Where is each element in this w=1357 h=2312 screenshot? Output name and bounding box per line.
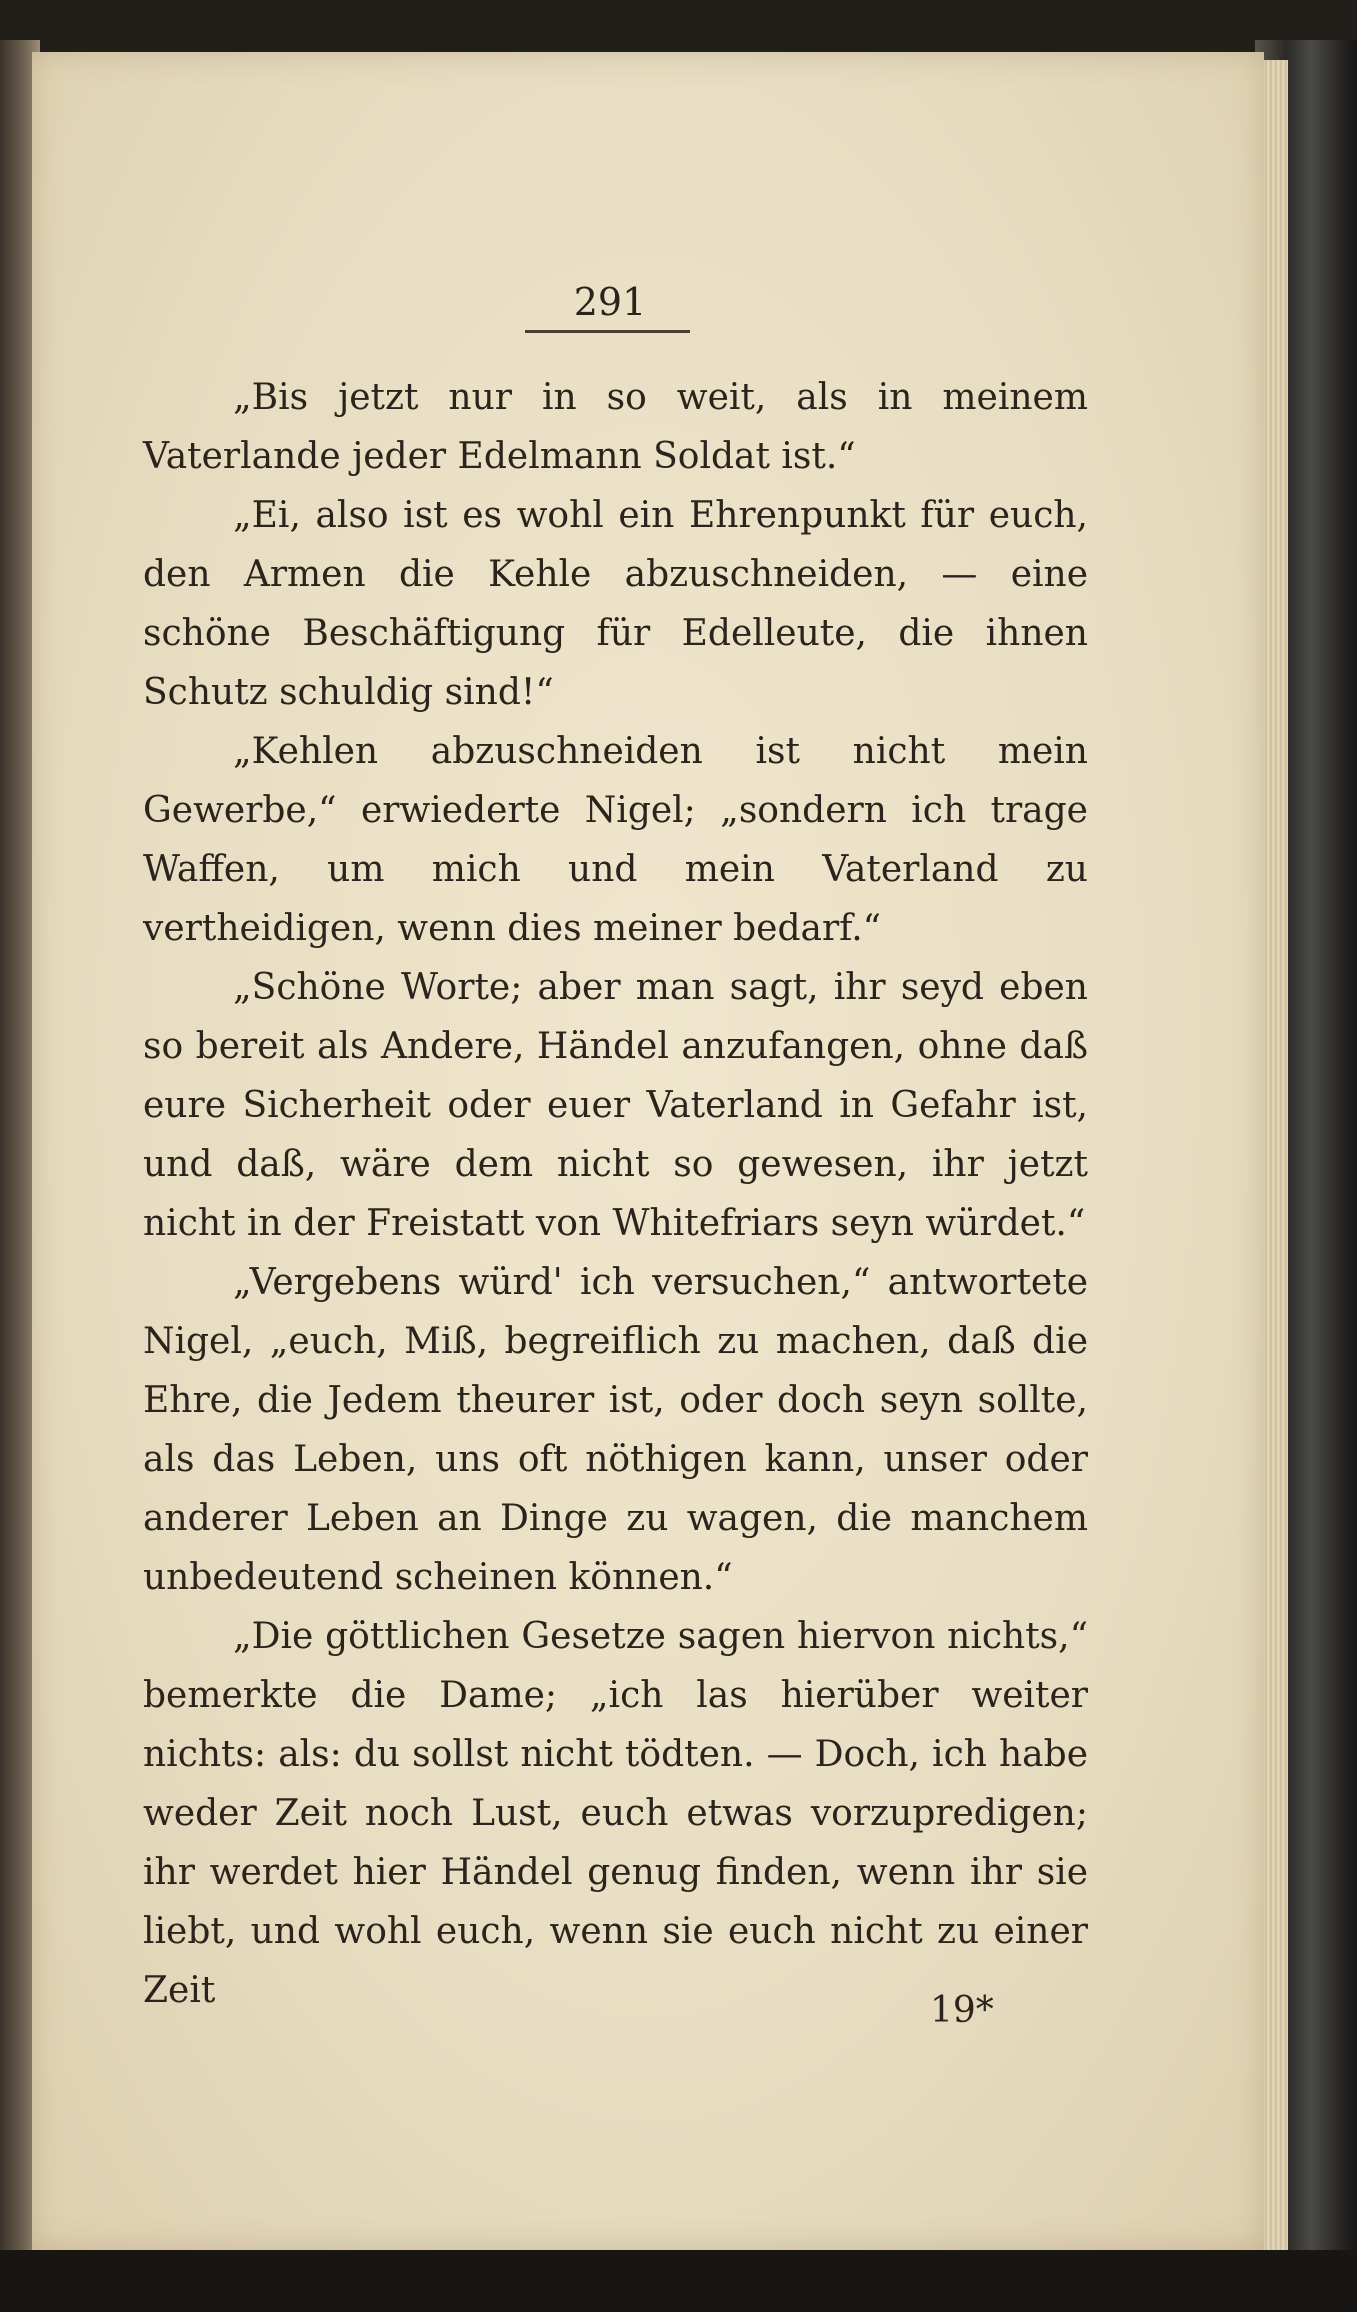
paragraph-2: „Ei, also ist es wohl ein Ehrenpunkt für euch, den Armen die Kehle abzuschneiden, — eine schöne Beschäftigung für Edelleute, die ihnen Schutz schuldig sind!“ <box>143 495 1088 713</box>
paragraph-1: „Bis jetzt nur in so weit, als in meinem Vaterlande jeder Edelmann Soldat ist.“ <box>143 377 1088 477</box>
paragraph-6: „Die göttlichen Gesetze sagen hiervon nichts,“ bemerkte die Dame; „ich las hierüber weiter nichts: als: du sollst nicht tödten. — Doch, ich habe weder Zeit noch Lust, euch etwas vorzupredigen; ihr werdet hier Händel genug finden, wenn ihr sie liebt, und wohl euch, wenn sie euch nicht zu einer Zeit <box>143 1616 1088 2011</box>
body-text <box>143 368 1088 2020</box>
page-number: 291 <box>573 280 647 324</box>
signature-mark: 19* <box>930 1990 994 2031</box>
paragraph-3: „Kehlen abzuschneiden ist nicht mein Gewerbe,“ erwiederte Nigel; „sondern ich trage Waffen, um mich und mein Vaterland zu vertheidigen, wenn dies meiner bedarf.“ <box>143 731 1088 949</box>
paragraph-5: „Vergebens würd' ich versuchen,“ antwortete Nigel, „euch, Miß, begreiflich zu machen, daß die Ehre, die Jedem theurer ist, oder doch seyn sollte, als das Leben, uns oft nöthigen kann, unser oder anderer Leben an Dinge zu wagen, die manchem unbedeutend scheinen können.“ <box>143 1262 1088 1598</box>
scan-bottom-edge <box>0 2250 1357 2312</box>
page-number-rule <box>525 330 690 333</box>
paragraph-4: „Schöne Worte; aber man sagt, ihr seyd eben so bereit als Andere, Händel anzufangen, ohne daß eure Sicherheit oder euer Vaterland in Gefahr ist, und daß, wäre dem nicht so gewesen, ihr jetzt nicht in der Freistatt von Whitefriars seyn würdet.“ <box>143 967 1088 1244</box>
